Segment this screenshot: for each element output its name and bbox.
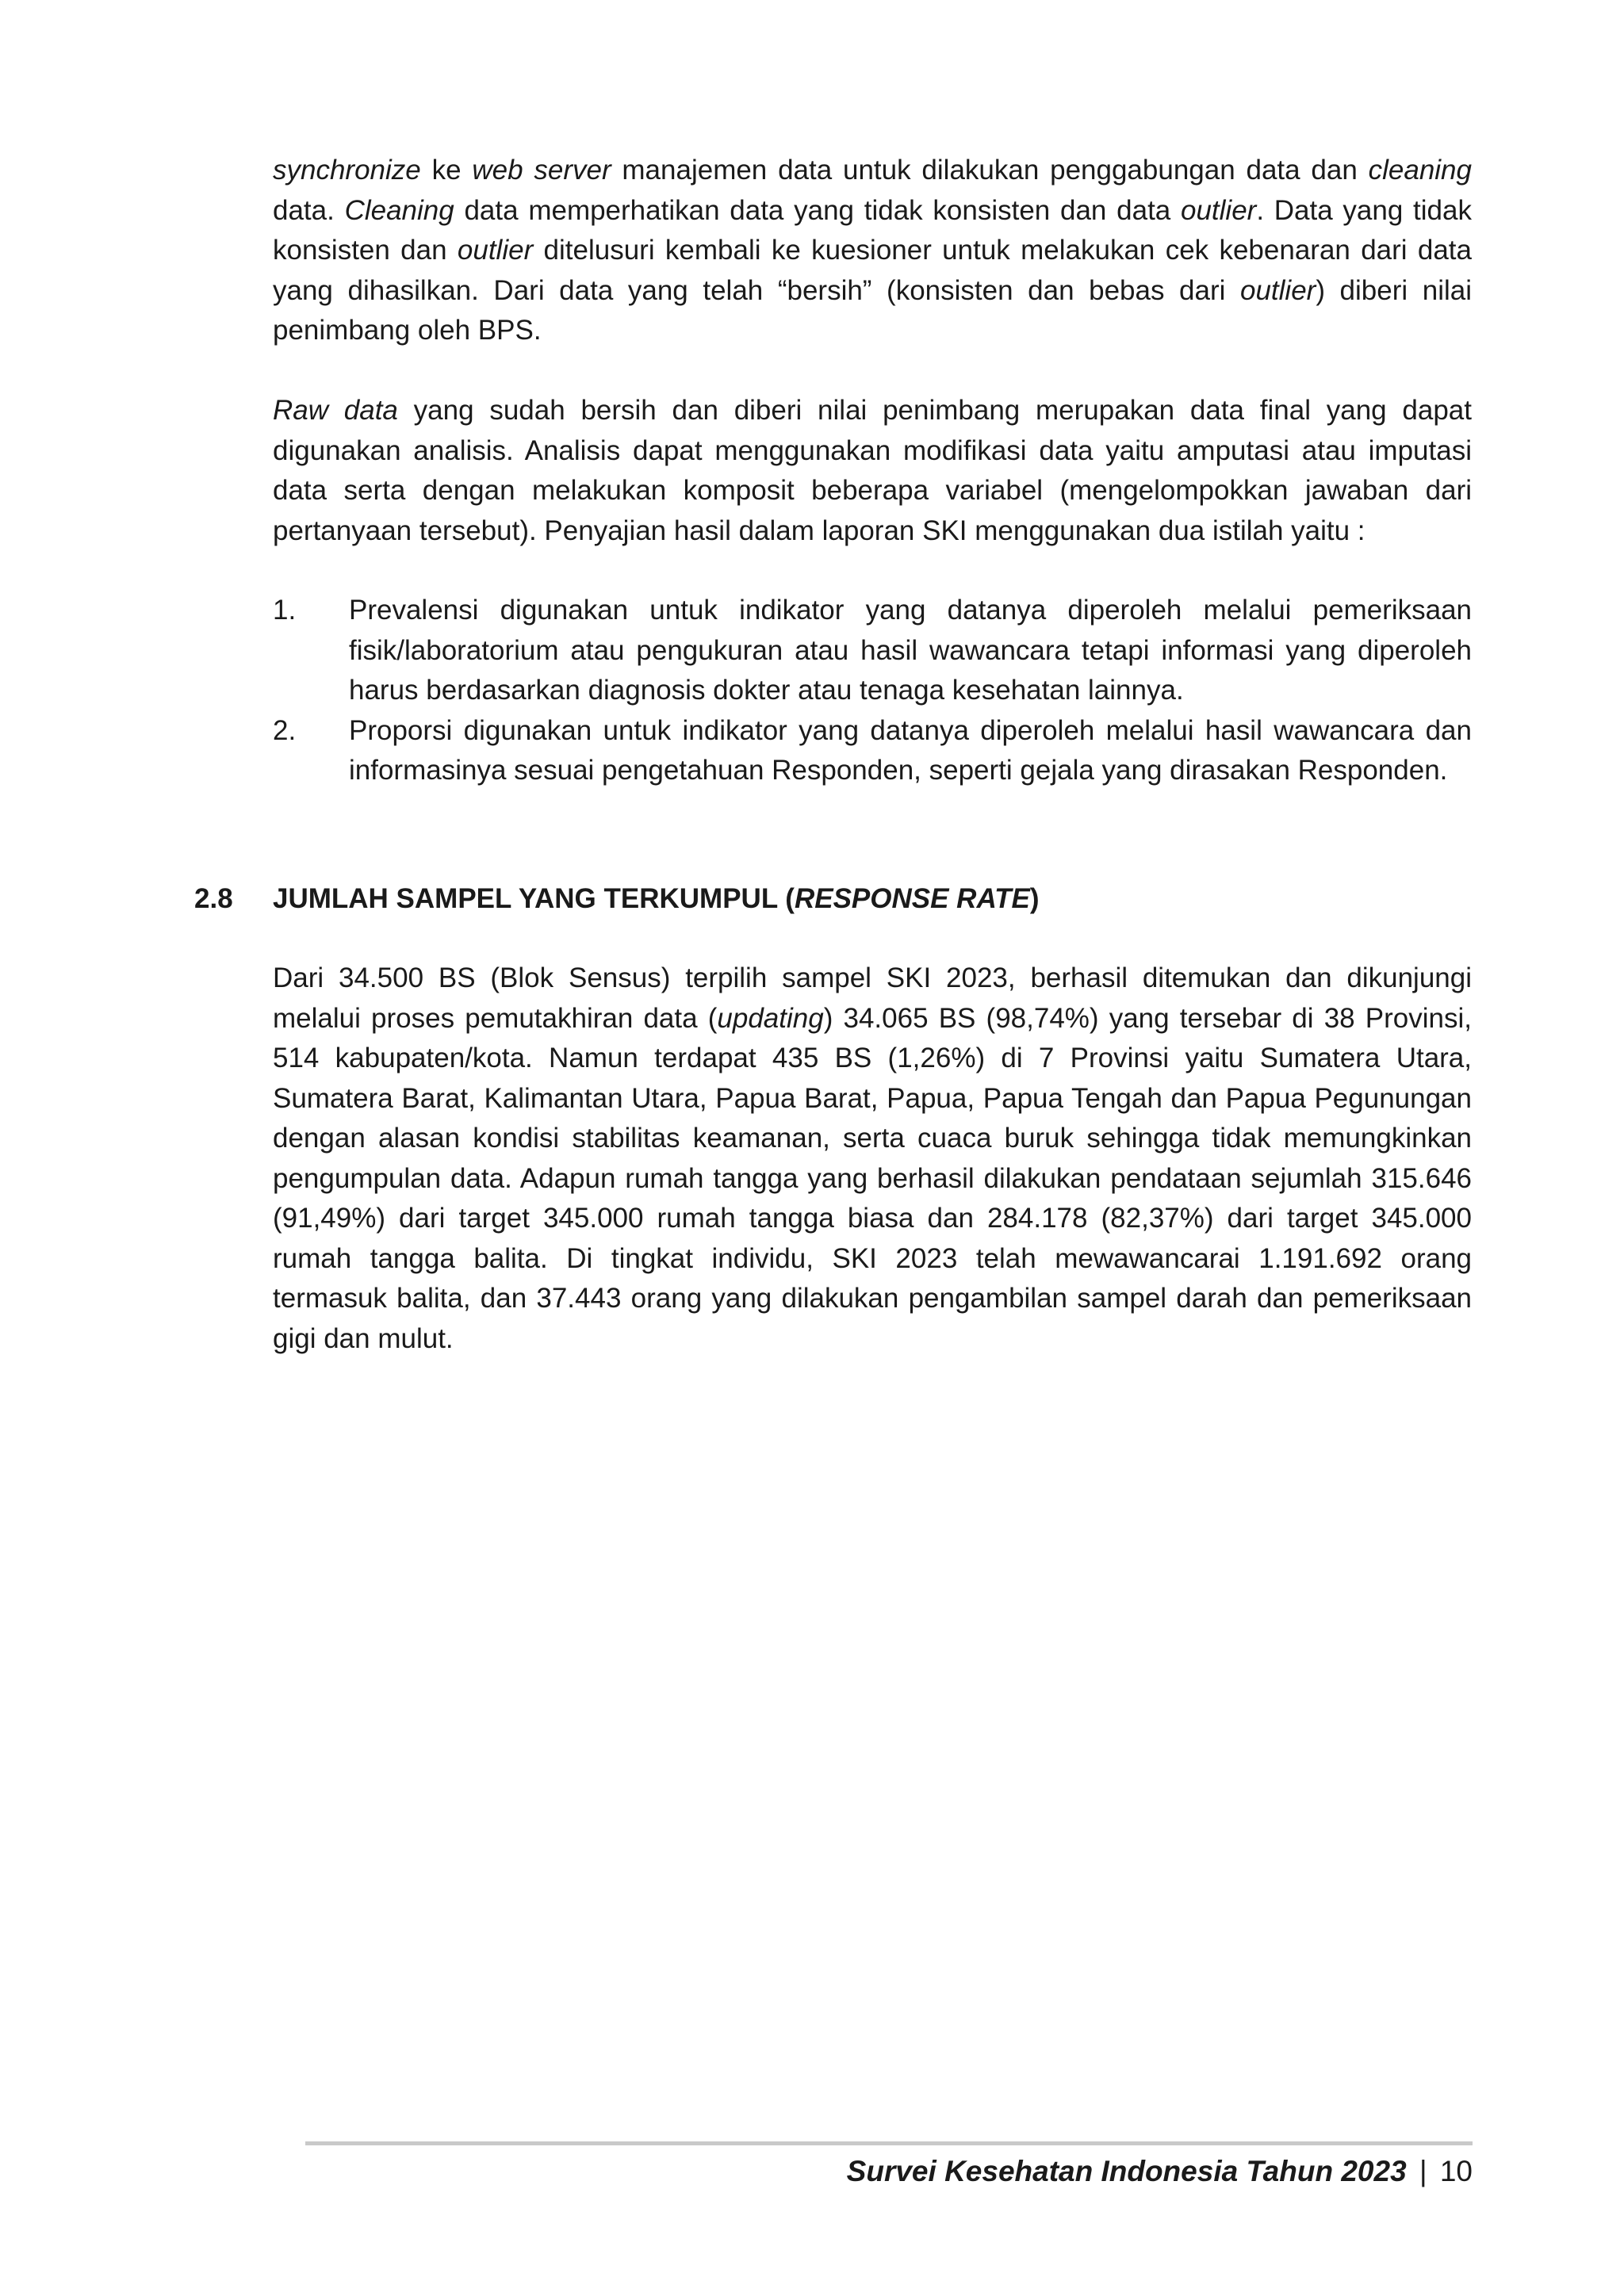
text-run: JUMLAH SAMPEL YANG TERKUMPUL ( (273, 883, 795, 914)
text-run: ke (420, 155, 473, 186)
italic-term: cleaning (1368, 155, 1472, 186)
italic-term: synchronize (273, 155, 421, 186)
text-run: ) diberi nilai penimbang oleh BPS. (273, 274, 1472, 346)
page-number: 10 (1439, 2155, 1473, 2187)
paragraph-raw-data (273, 391, 1472, 551)
italic-term: Raw data (273, 395, 398, 426)
paragraph-response-rate (273, 959, 1472, 1359)
list-number: 1. (273, 595, 297, 626)
list-text: Proporsi digunakan untuk indikator yang datanya diperoleh melalui hasil wawancara dan informasinya sesuai pengetahuan Responden, seperti gejala yang dirasakan Responden. (349, 714, 1472, 786)
text-run: manajemen data untuk dilakukan penggabungan data dan (611, 155, 1369, 186)
footer-title: Survei Kesehatan Indonesia Tahun 2023 (846, 2155, 1407, 2187)
list-item (273, 591, 1472, 711)
italic-term: web server (472, 155, 611, 186)
text-run: . Data yang tidak konsisten dan (273, 194, 1472, 266)
text-run: ) 34.065 BS (98,74%) yang tersebar di 38 Provinsi, 514 kabupaten/kota. Namun terdapat 435 BS (1,26%) di 7 Provinsi yaitu Sumatera Utara, Sumatera Barat, Kalimantan Utara, Papua Barat, Papua, Papua Tengah dan Papua Pegunungan dengan alasan kondisi stabilitas keamanan, serta cuaca buruk sehingga tidak memungkinkan pengumpulan data. Adapun rumah tangga yang berhasil dilakukan pendataan sejumlah 315.646 (91,49%) dari target 345.000 rumah tangga biasa dan 284.178 (82,37%) dari target 345.000 rumah tangga balita. Di tingkat individu, SKI 2023 telah mewawancarai 1.191.692 orang termasuk balita, dan 37.443 orang yang dilakukan pengambilan sampel darah dan pemeriksaan gigi dan mulut. (273, 1002, 1472, 1354)
paragraph-data-cleaning (273, 151, 1472, 351)
text-run: data. (273, 194, 345, 226)
text-run: ) (1029, 883, 1040, 914)
list-text: Prevalensi digunakan untuk indikator yang datanya diperoleh melalui pemeriksaan fisik/laboratorium atau pengukuran atau hasil wawancara tetapi informasi yang diperoleh harus berdasarkan diagnosis dokter atau tenaga kesehatan lainnya. (349, 595, 1472, 706)
italic-term: outlier (1240, 274, 1316, 306)
text-run: data memperhatikan data yang tidak konsisten dan data (454, 194, 1181, 226)
footer-divider (305, 2141, 1473, 2145)
text-run: yang sudah bersih dan diberi nilai penimbang merupakan data final yang dapat digunakan analisis. Analisis dapat menggunakan modifikasi data yaitu amputasi atau imputasi data serta dengan melakukan komposit beberapa variabel (mengelompokkan jawaban dari pertanyaan tersebut). Penyajian hasil dalam laporan SKI menggunakan dua istilah yaitu : (273, 395, 1472, 546)
italic-term: updating (717, 1002, 824, 1034)
section-number: 2.8 (194, 883, 233, 914)
page-footer (847, 2152, 1473, 2191)
text-run: Dari 34.500 BS (Blok Sensus) terpilih sampel SKI 2023, berhasil ditemukan dan dikunjungi melalui proses pemutakhiran data ( (273, 962, 1472, 1034)
list-number: 2. (273, 714, 297, 746)
italic-term: RESPONSE RATE (794, 883, 1030, 914)
italic-term: Cleaning (344, 194, 454, 226)
numbered-list (273, 591, 1472, 791)
italic-term: outlier (457, 235, 534, 266)
list-item (273, 711, 1472, 791)
italic-term: outlier (1180, 194, 1257, 226)
footer-separator: | (1419, 2155, 1427, 2187)
text-run: ditelusuri kembali ke kuesioner untuk melakukan cek kebenaran dari data yang dihasilkan. Dari data yang telah “bersih” (konsisten dan bebas dari (273, 235, 1472, 306)
section-title (273, 879, 1040, 919)
